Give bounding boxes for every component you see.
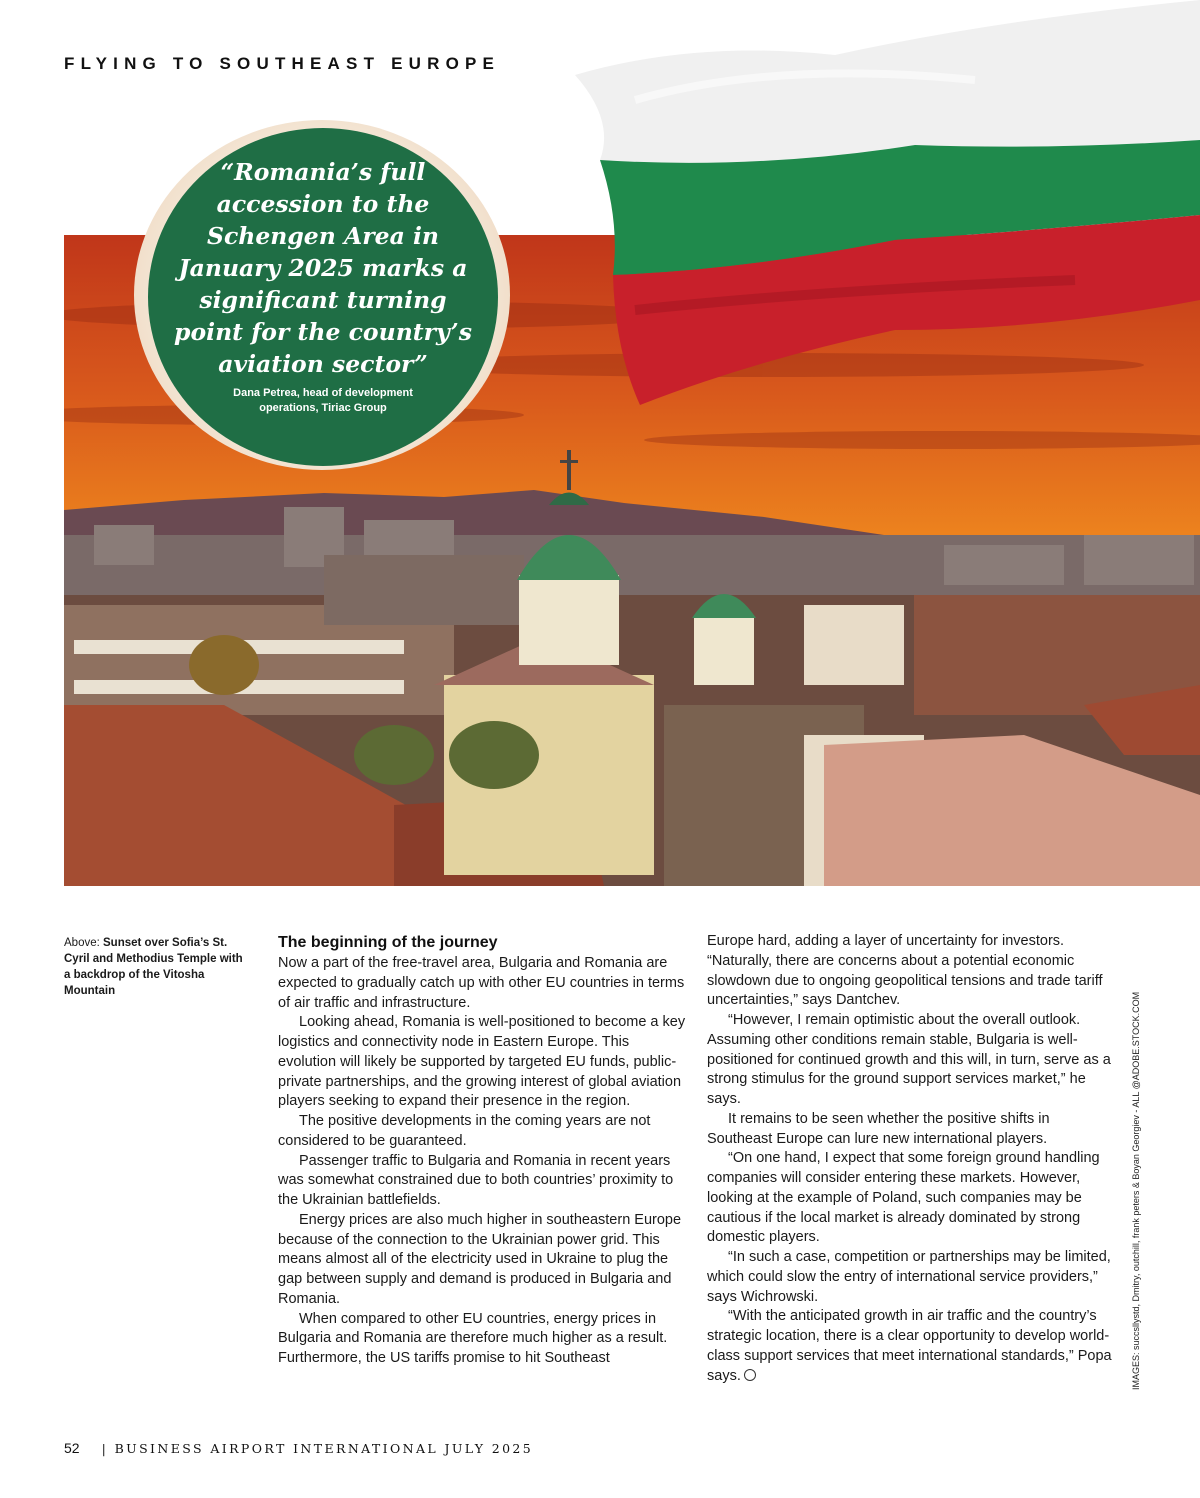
bulgarian-flag	[575, 0, 1200, 410]
paragraph: Looking ahead, Romania is well-positioned to become a key logistics and connectivity node in Eastern Europe. This evolution will likely be supported by targeted EU funds, public-private partnerships, and the growing interest of global aviation players seeking to expand their presence in the region.	[278, 1014, 686, 1110]
caption-text: Sunset over Sofia’s St. Cyril and Methodius Temple with a backdrop of the Vitosha Mountain	[64, 937, 243, 997]
article-column-1	[278, 932, 690, 1369]
pull-quote-author: Dana Petrea, head of development operations, Tiriac Group	[233, 387, 413, 414]
photo-caption	[64, 935, 244, 999]
paragraph: It remains to be seen whether the positive shifts in Southeast Europe can lure new international players.	[707, 1110, 1050, 1147]
paragraph: Passenger traffic to Bulgaria and Romania in recent years was somewhat constrained due to both countries’ proximity to the Ukrainian battlefields.	[278, 1152, 674, 1208]
paragraph: Europe hard, adding a layer of uncertainty for investors. “Naturally, there are concerns about a potential economic slowdown due to ongoing geopolitical tensions and trade tariff uncertainties,” says Dantchev.	[707, 933, 1103, 1009]
article-column-2	[707, 932, 1117, 1386]
caption-lead: Above:	[64, 937, 103, 949]
article-heading: The beginning of the journey	[278, 934, 498, 951]
paragraph-last	[707, 1307, 1117, 1386]
paragraph: The positive developments in the coming years are not considered to be guaranteed.	[278, 1113, 651, 1149]
magazine-name: | BUSINESS AIRPORT INTERNATIONAL JULY 2025	[101, 1441, 534, 1456]
paragraph: Now a part of the free-travel area, Bulgaria and Romania are expected to gradually catch up with other EU countries in terms of air traffic and infrastructure.	[278, 955, 685, 1011]
paragraph: “However, I remain optimistic about the overall outlook. Assuming other conditions remain stable, Bulgaria is well-positioned for continued growth and this will, in turn, serve as a strong stimulus for the ground support services market,” he says.	[707, 1012, 1111, 1107]
image-credit: IMAGES: succsllystd, Dmitry, outchill, frank peters & Boyan Georgiev - ALL @ADOBE.STOCK.COM	[1131, 991, 1141, 1390]
paragraph: “In such a case, competition or partnerships may be limited, which could slow the entry of international service providers,” says Wichrowski.	[707, 1249, 1111, 1305]
pull-quote	[148, 128, 498, 466]
end-of-article-icon	[744, 1369, 756, 1381]
paragraph: When compared to other EU countries, energy prices in Bulgaria and Romania are therefore much higher as a result. Furthermore, the US tariffs promise to hit Southeast	[278, 1310, 668, 1366]
section-label: FLYING TO SOUTHEAST EUROPE	[64, 54, 501, 73]
paragraph: “On one hand, I expect that some foreign ground handling companies will consider entering these markets. However, looking at the example of Poland, such companies may be cautious if the local market is already dominated by strong domestic players.	[707, 1150, 1100, 1246]
pull-quote-text: “Romania’s full accession to the Schengen Area in January 2025 marks a significant turning point for the country’s aviation sector”	[174, 158, 472, 378]
page-number: 52	[64, 1440, 80, 1456]
page-footer	[64, 1440, 533, 1456]
paragraph: Energy prices are also much higher in southeastern Europe because of the connection to the Ukrainian power grid. This means almost all of the electricity used in Ukraine to plug the gap between supply and demand is produced in Bulgaria and Romania.	[278, 1211, 682, 1307]
paragraph-text: “With the anticipated growth in air traffic and the country’s strategic location, there is a clear opportunity to develop world-class support services that meet international standards,” Popa says.	[707, 1308, 1112, 1384]
